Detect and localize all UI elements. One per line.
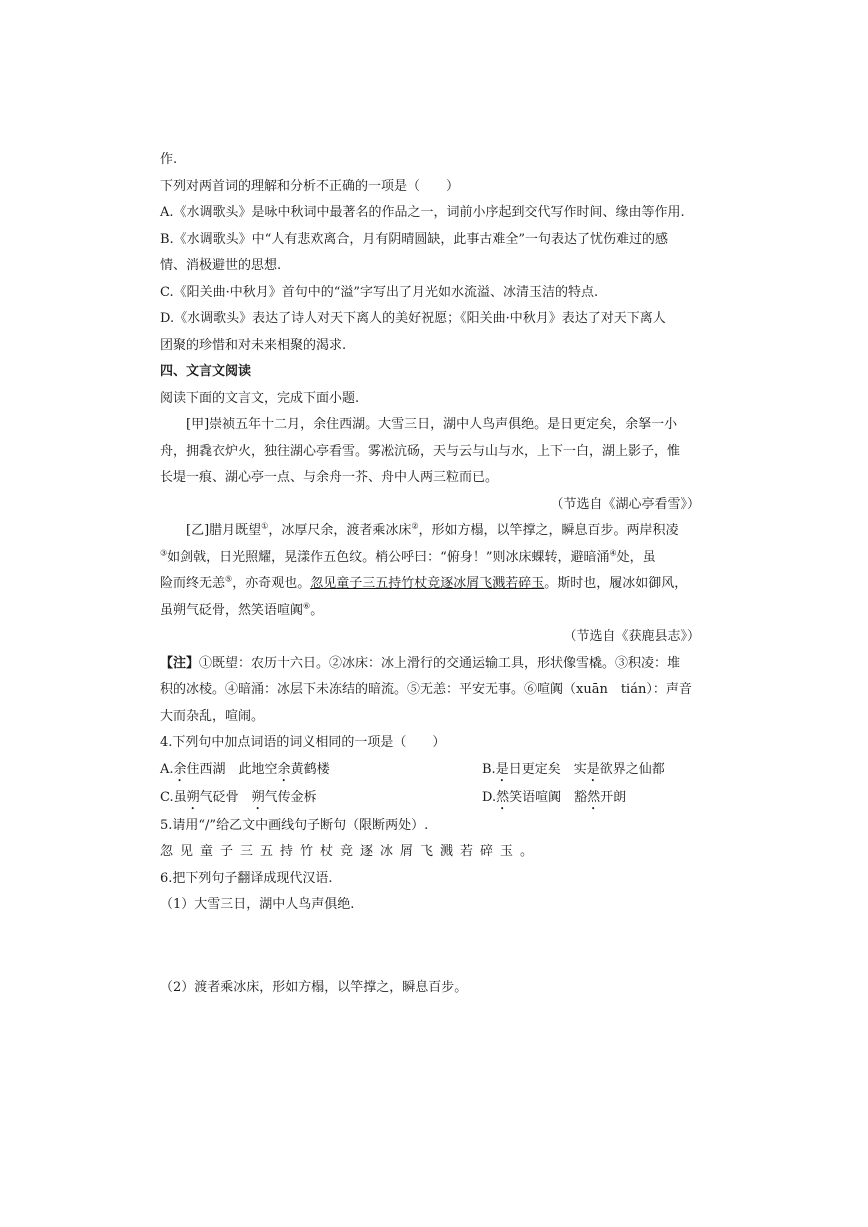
section-heading: 四、文言文阅读 bbox=[160, 364, 252, 379]
passage-yi-source: （节选自《获鹿县志》） bbox=[563, 629, 700, 644]
question-3-option-d: D.《水调歌头》表达了诗人对天下离人的美好祝愿；《阳关曲·中秋月》表达了对天下离人 bbox=[160, 311, 666, 326]
question-4-options-row bbox=[160, 757, 712, 785]
dotted-word: 朔 bbox=[251, 789, 265, 805]
question-3-stem: 下列对两首词的理解和分析不正确的一项是（ ） bbox=[160, 178, 460, 194]
section-intro: 阅读下面的文言文，完成下面小题. bbox=[160, 390, 360, 406]
option-text: D. bbox=[482, 789, 497, 805]
passage-yi-text: 虽朔气砭骨，然笑语喧阗 bbox=[160, 602, 304, 618]
question-6-item-2: （2）渡者乘冰床，形如方榻，以竿撑之，瞬息百步。 bbox=[160, 979, 468, 995]
dotted-word: 余 bbox=[173, 761, 187, 777]
question-4-stem: 4.下列句中加点词语的词义相同的一项是（ ） bbox=[160, 735, 446, 750]
option-text: 气砭骨 bbox=[199, 789, 252, 805]
dotted-word: 然 bbox=[587, 789, 601, 805]
question-5-stem: 5.请用“/”给乙文中画线句子断句（限断两处）. bbox=[160, 817, 429, 833]
question-3-option-b: B.《水调歌头》中“人有悲欢离合，月有阴晴圆缺，此事古难全”一句表达了忧伤难过的感 bbox=[160, 231, 668, 247]
option-text: 住西湖 此地空 bbox=[186, 761, 278, 777]
passage-jia-line: 长堤一痕、湖心亭一点、与余舟一芥、舟中人两三粒而已。 bbox=[160, 470, 499, 485]
dotted-word: 是 bbox=[495, 761, 509, 777]
passage-yi-line bbox=[160, 598, 712, 625]
passage-jia-line: 舟，拥毳衣炉火，独往湖心亭看雪。雾凇沆砀，天与云与山与水，上下一白，湖上影子，惟 bbox=[160, 443, 681, 459]
footnote-marker: ④ bbox=[609, 548, 617, 558]
passage-yi-text: 处，虽 bbox=[616, 549, 656, 565]
passage-yi-line bbox=[160, 518, 712, 545]
option-text: A. bbox=[160, 761, 174, 777]
option-text: 开朗 bbox=[600, 789, 627, 805]
option-text: 欲界之仙都 bbox=[599, 761, 665, 777]
passage-yi-text: 如剑戟，日光照耀，晃漾作五色纹。梢公呼曰：“俯身！”则冰床蜾转，避暗涌 bbox=[167, 549, 610, 565]
question-3-option-b-cont: 情、消极避世的思想. bbox=[160, 258, 282, 273]
question-3-option-c: C.《阳关曲·中秋月》首句中的“溢”字写出了月光如水流溢、冰清玉洁的特点. bbox=[160, 284, 599, 300]
option-text: 气传金柝 bbox=[264, 789, 317, 805]
passage-yi-line bbox=[160, 571, 712, 598]
question-3-option-d-cont: 团聚的珍惜和对未来相聚的渴求. bbox=[160, 337, 347, 353]
text-line: 作. bbox=[160, 152, 178, 167]
question-5-sentence: 忽见童子三五持竹杖竞逐冰屑飞溅若碎玉。 bbox=[160, 844, 541, 859]
dotted-word: 是 bbox=[586, 761, 600, 777]
passage-yi-text: ，形如方榻，以竿撑之，瞬息百步。两岸积凌 bbox=[418, 523, 679, 538]
option-text: 黄鹤楼 bbox=[290, 761, 330, 777]
passage-yi-text: ，冰厚尺余，渡者乘冰床 bbox=[268, 523, 412, 538]
dotted-word: 然 bbox=[496, 789, 510, 805]
notes-label: 【注】 bbox=[160, 655, 200, 671]
passage-jia-source: （节选自《湖心亭看雪》） bbox=[550, 496, 700, 512]
notes-line bbox=[160, 651, 712, 678]
question-4-option-a bbox=[160, 757, 482, 785]
passage-jia-line: [甲]崇祯五年十二月，余住西湖。大雪三日，湖中人鸟声俱绝。是日更定矣，余拏一小 bbox=[186, 417, 678, 432]
answer-space bbox=[160, 919, 712, 975]
passage-yi-text: 。斯时也，履冰如御风， bbox=[544, 576, 688, 591]
passage-yi-line bbox=[160, 545, 712, 572]
passage-yi-text: 。 bbox=[310, 602, 324, 618]
footnote-marker: ③ bbox=[160, 548, 168, 558]
notes-line: 积的冰棱。④暗涌：冰层下未冻结的暗流。⑤无恙：平安无事。⑥喧阗（xuān tián）：声音 bbox=[160, 682, 692, 697]
option-text: 日更定矣 实 bbox=[508, 761, 587, 777]
passage-yi-text: 险而终无恙 bbox=[160, 576, 226, 591]
dotted-word: 朔 bbox=[186, 789, 200, 805]
dotted-word: 余 bbox=[277, 761, 291, 777]
footnote-marker: ② bbox=[411, 521, 419, 531]
footnote-marker: ⑥ bbox=[303, 601, 311, 611]
question-6-item-1: （1）大雪三日，湖中人鸟声俱绝. bbox=[160, 897, 355, 912]
question-4-option-d bbox=[482, 785, 626, 813]
question-4-option-b bbox=[482, 757, 665, 785]
document-content bbox=[160, 147, 712, 1001]
notes-line: 大而杂乱，喧闹。 bbox=[160, 708, 265, 724]
underlined-sentence: 忽见童子三五持竹杖竞逐冰屑飞溅若碎玉 bbox=[310, 576, 545, 591]
question-4-option-c bbox=[160, 785, 482, 813]
option-text: C.虽 bbox=[160, 789, 187, 805]
option-text: B. bbox=[482, 761, 496, 777]
question-3-option-a: A.《水调歌头》是咏中秋词中最著名的作品之一，词前小序起到交代写作时间、缘由等作用. bbox=[160, 205, 685, 220]
question-4-options-row bbox=[160, 785, 712, 813]
passage-yi-text: [乙]腊月既望 bbox=[186, 523, 262, 538]
footnote-marker: ① bbox=[261, 521, 269, 531]
footnote-marker: ⑤ bbox=[225, 574, 233, 584]
question-6-stem: 6.把下列句子翻译成现代汉语. bbox=[160, 870, 333, 886]
notes-text: ①既望：农历十六日。②冰床：冰上滑行的交通运输工具，形状像雪橇。③积凌：堆 bbox=[199, 655, 681, 671]
passage-yi-text: ，亦奇观也。 bbox=[232, 576, 311, 591]
option-text: 笑语喧阗 豁 bbox=[509, 789, 588, 805]
